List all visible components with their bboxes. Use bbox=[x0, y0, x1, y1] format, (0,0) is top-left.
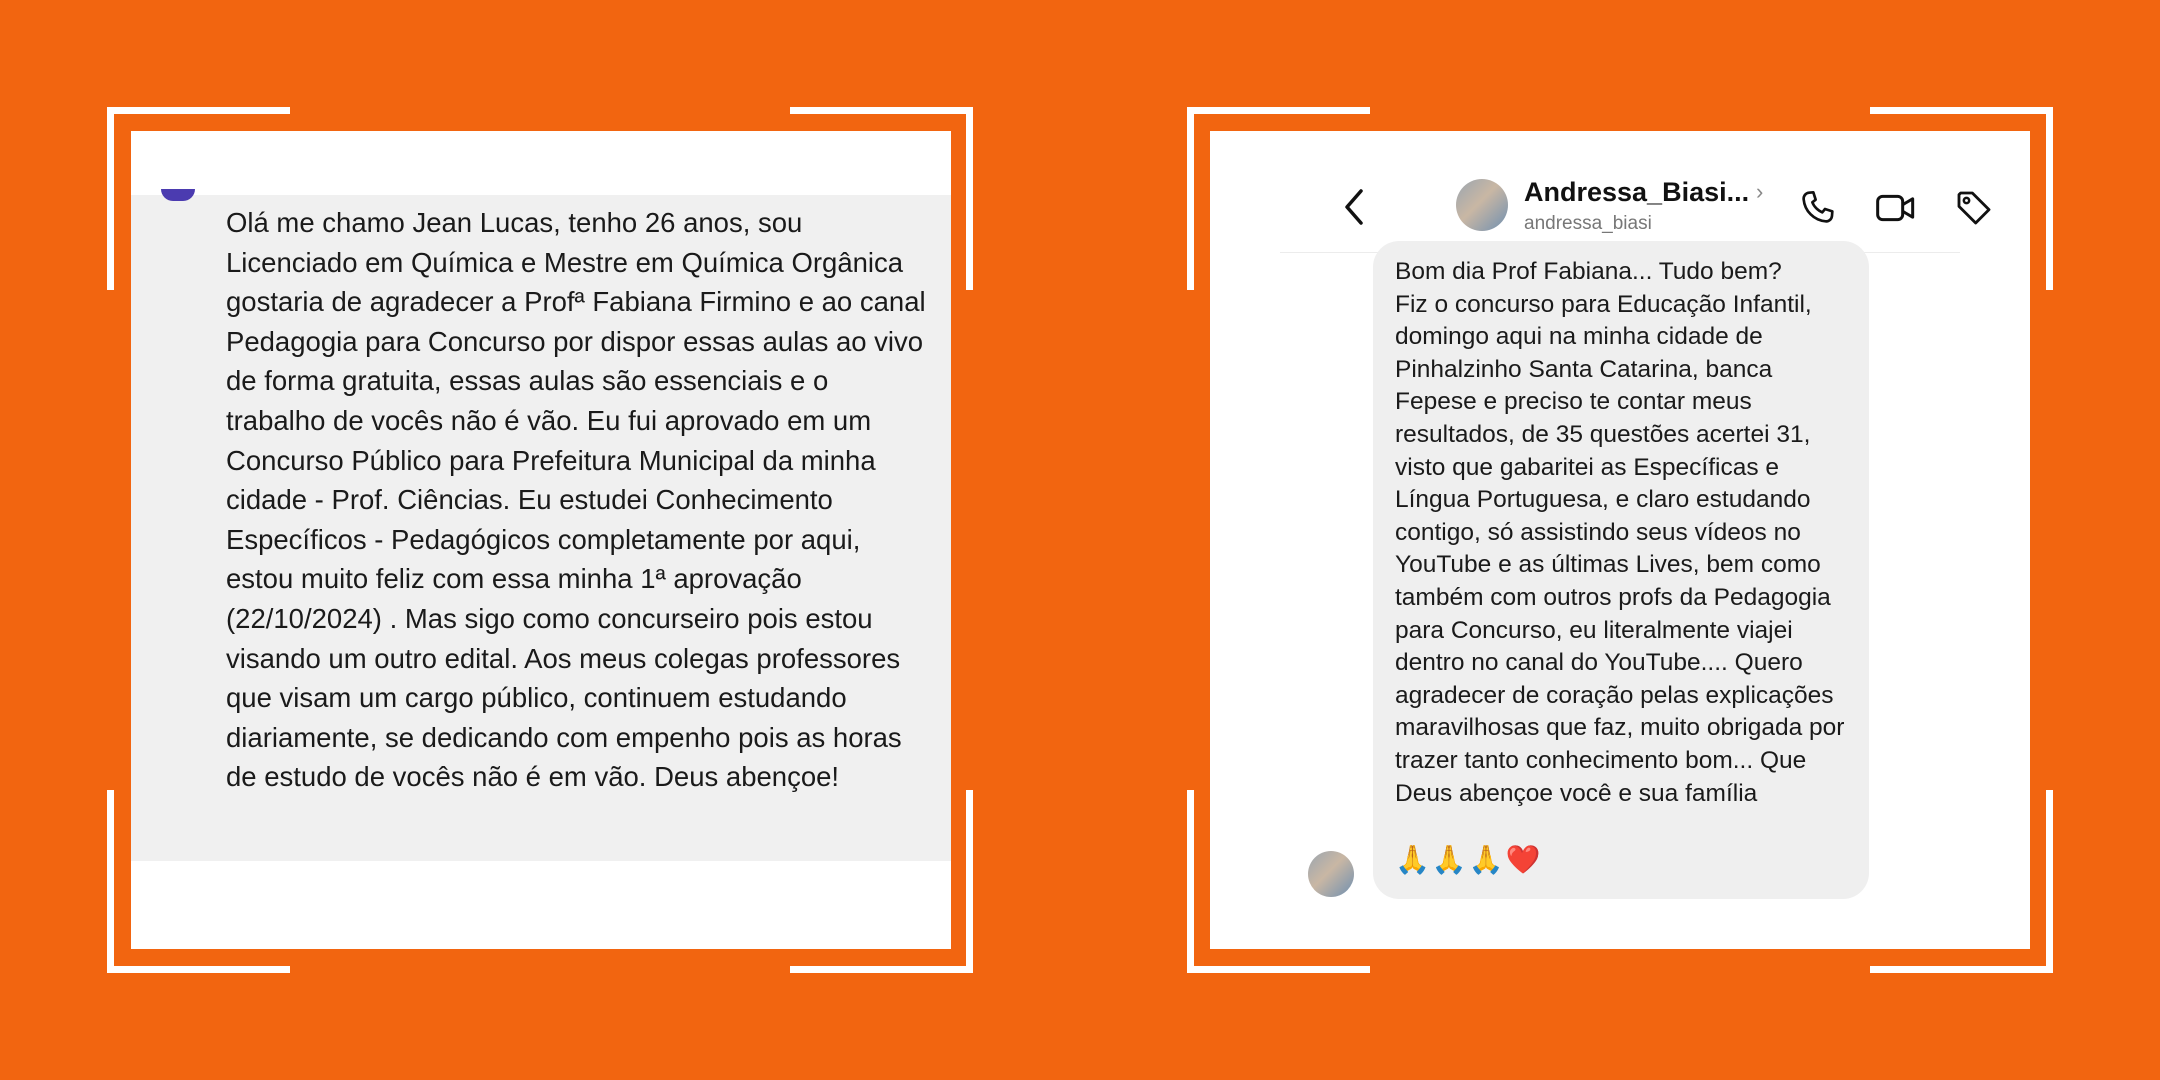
frame-corner bbox=[790, 107, 973, 290]
avatar[interactable] bbox=[1456, 179, 1508, 231]
comment-card bbox=[131, 195, 951, 861]
message-emojis: 🙏🙏🙏❤️ bbox=[1395, 844, 1543, 875]
frame-corner bbox=[1870, 107, 2053, 290]
contact-handle: andressa_biasi bbox=[1524, 213, 1652, 234]
frame-corner bbox=[107, 790, 290, 973]
frame-corner bbox=[1870, 790, 2053, 973]
message-text: Bom dia Prof Fabiana... Tudo bem? Fiz o concurso para Educação Infantil, domingo aqui na minha cidade de Pinhalzinho Santa Catarina, banca Fepese e preciso te contar meus resultados, de 35 questões acertei 31, visto que gabaritei as Específicas e Língua Portuguesa, e claro estudando contigo, só assistindo seus vídeos no YouTube e as últimas Lives, bem como também com outros profs da Pedagogia para Concurso, eu literalmente viajei dentro no canal do YouTube.... Quero agradecer de coração pelas explicações maravilhosas que faz, muito obrigada por trazer tanto conhecimento bom... Que Deus abençoe você e sua família bbox=[1395, 258, 1845, 807]
phone-icon[interactable] bbox=[1794, 184, 1842, 232]
frame-corner bbox=[1187, 107, 1370, 290]
frame-corner bbox=[1187, 790, 1370, 973]
chevron-right-icon[interactable]: › bbox=[1756, 179, 1764, 204]
frame-corner bbox=[790, 790, 973, 973]
contact-name[interactable]: Andressa_Biasi... bbox=[1524, 177, 1750, 207]
comment-text: Olá me chamo Jean Lucas, tenho 26 anos, sou Licenciado em Química e Mestre em Química Orgânica gostaria de agradecer a Profª Fabiana Firmino e ao canal Pedagogia para Concurso por dispor essas aulas ao vivo de forma gratuita, essas aulas são essenciais e o trabalho de vocês não é vão. Eu fui aprovado em um Concurso Público para Prefeitura Municipal da minha cidade - Prof. Ciências. Eu estudei Conhecimento Específicos - Pedagógicos completamente por aqui, estou muito feliz com essa minha 1ª aprovação (22/10/2024) . Mas sigo como concurseiro pois estou visando um outro edital. Aos meus colegas professores que visam um cargo público, continuem estudando diariamente, se dedicando com empenho pois as horas de estudo de vocês não é em vão. Deus abençoe! bbox=[226, 207, 926, 793]
frame-corner bbox=[107, 107, 290, 290]
dm-header bbox=[1280, 131, 1960, 253]
